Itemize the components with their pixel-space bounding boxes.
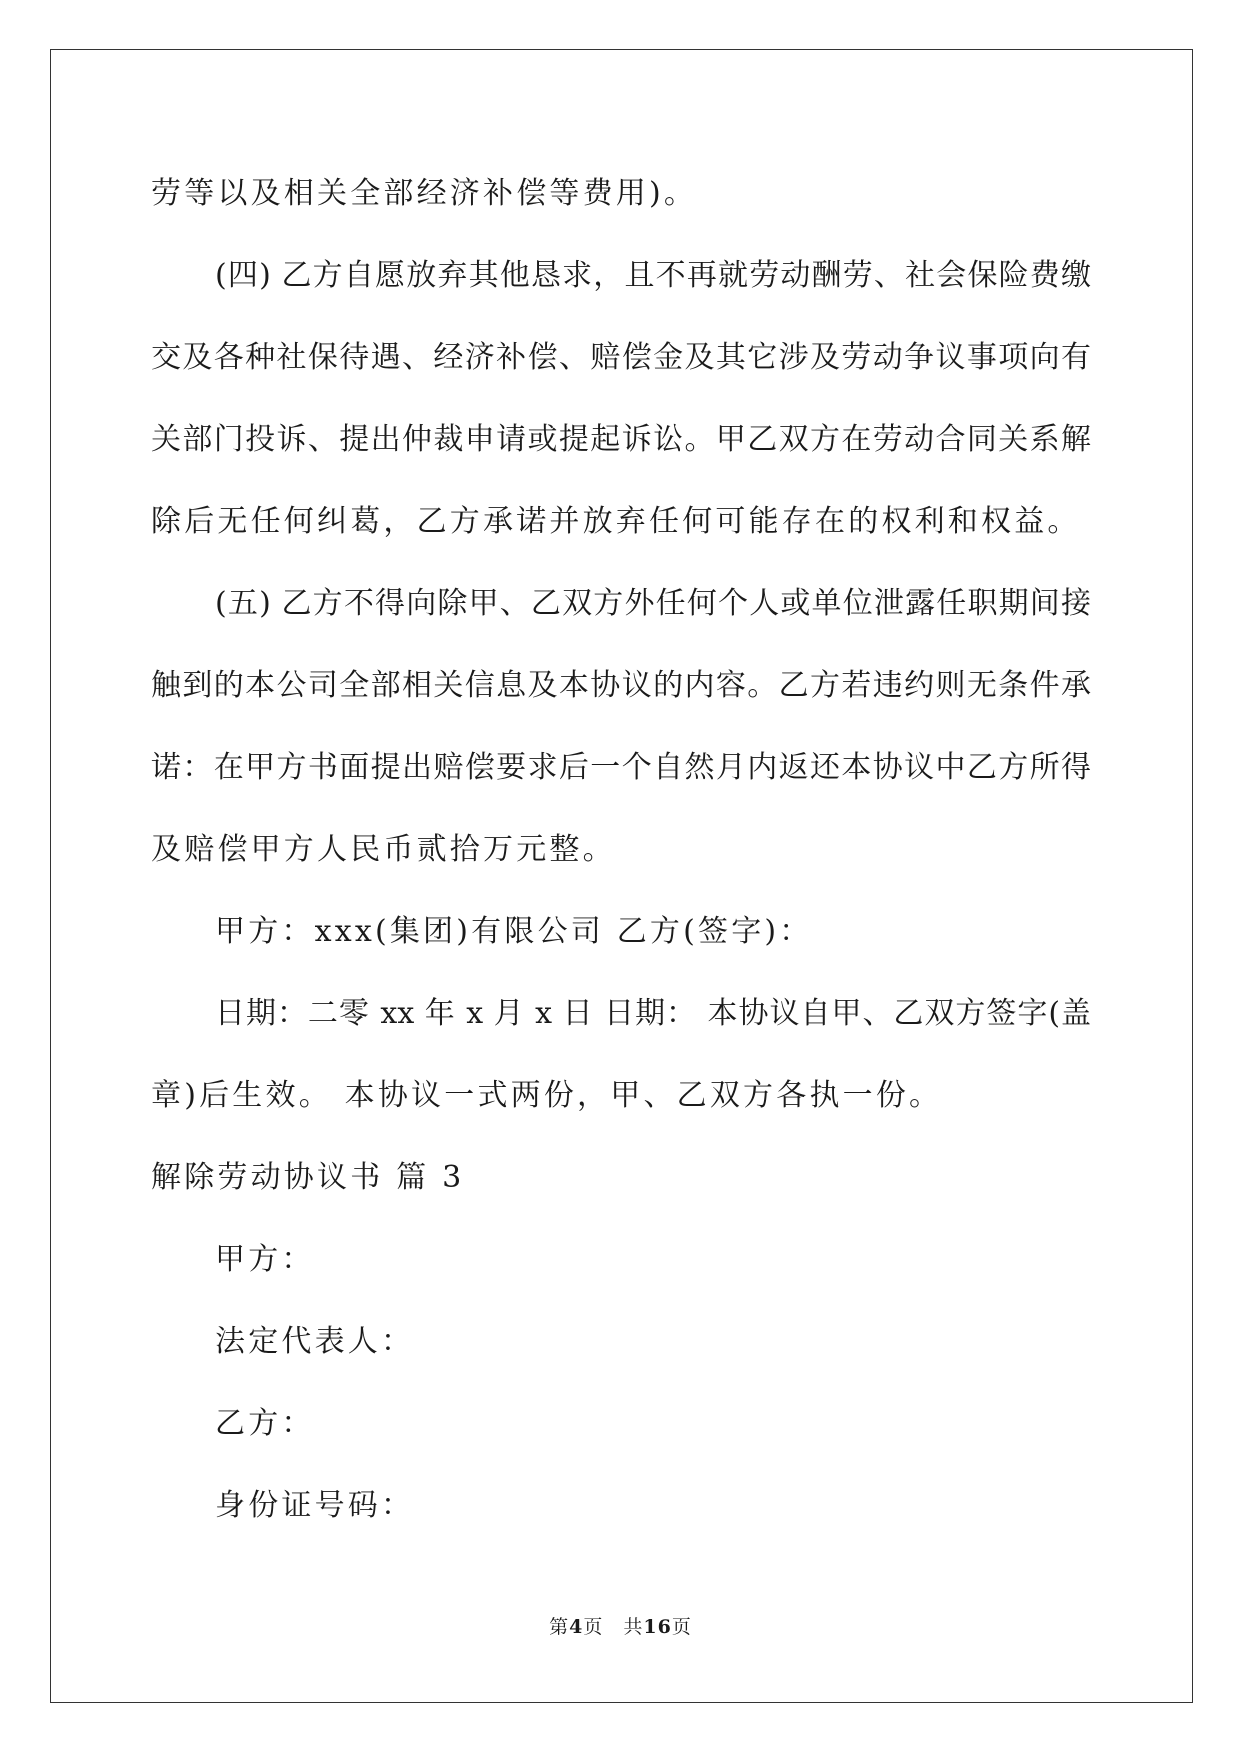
date-line: 日期：二零 xx 年 x 月 x 日 日期： 本协议自甲、乙双方签字(盖 <box>215 996 1091 1031</box>
paragraph-line: 诺：在甲方书面提出赔偿要求后一个自然月内返还本协议中乙方所得 <box>151 750 1091 785</box>
document-body <box>151 153 1091 1547</box>
paragraph-line: 交及各种社保待遇、经济补偿、赔偿金及其它涉及劳动争议事项向有 <box>151 340 1091 375</box>
paragraph-line: 除后无任何纠葛，乙方承诺并放弃任何可能存在的权利和权益。 <box>151 504 1081 539</box>
paragraph-line: (四) 乙方自愿放弃其他恳求，且不再就劳动酬劳、社会保险费缴 <box>215 258 1091 293</box>
footer-suffix: 页 <box>671 1616 692 1638</box>
paragraph-line: 劳等以及相关全部经济补偿等费用)。 <box>151 176 698 211</box>
party-a-label: 甲方： <box>215 1242 315 1277</box>
paragraph-line: (五) 乙方不得向除甲、乙双方外任何个人或单位泄露任职期间接 <box>215 586 1091 621</box>
paragraph-line: 关部门投诉、提出仲裁申请或提起诉讼。甲乙双方在劳动合同关系解 <box>151 422 1091 457</box>
id-number-label: 身份证号码： <box>215 1488 415 1523</box>
footer-mid: 页 共 <box>583 1616 644 1638</box>
paragraph-line: 触到的本公司全部相关信息及本协议的内容。乙方若违约则无条件承 <box>151 668 1091 703</box>
footer-prefix: 第 <box>549 1616 570 1638</box>
total-pages: 16 <box>643 1616 672 1638</box>
paragraph-line: 及赔偿甲方人民币贰拾万元整。 <box>151 832 616 867</box>
page-footer <box>0 1612 1241 1639</box>
party-b-label: 乙方： <box>215 1406 315 1441</box>
signature-line: 甲方：xxx(集团)有限公司 乙方(签字)： <box>215 914 813 949</box>
legal-representative-label: 法定代表人： <box>215 1324 415 1359</box>
section-title: 解除劳动协议书 篇 3 <box>151 1160 465 1195</box>
page-number: 4 <box>569 1616 584 1638</box>
paragraph-line: 章)后生效。 本协议一式两份，甲、乙双方各执一份。 <box>151 1078 943 1113</box>
